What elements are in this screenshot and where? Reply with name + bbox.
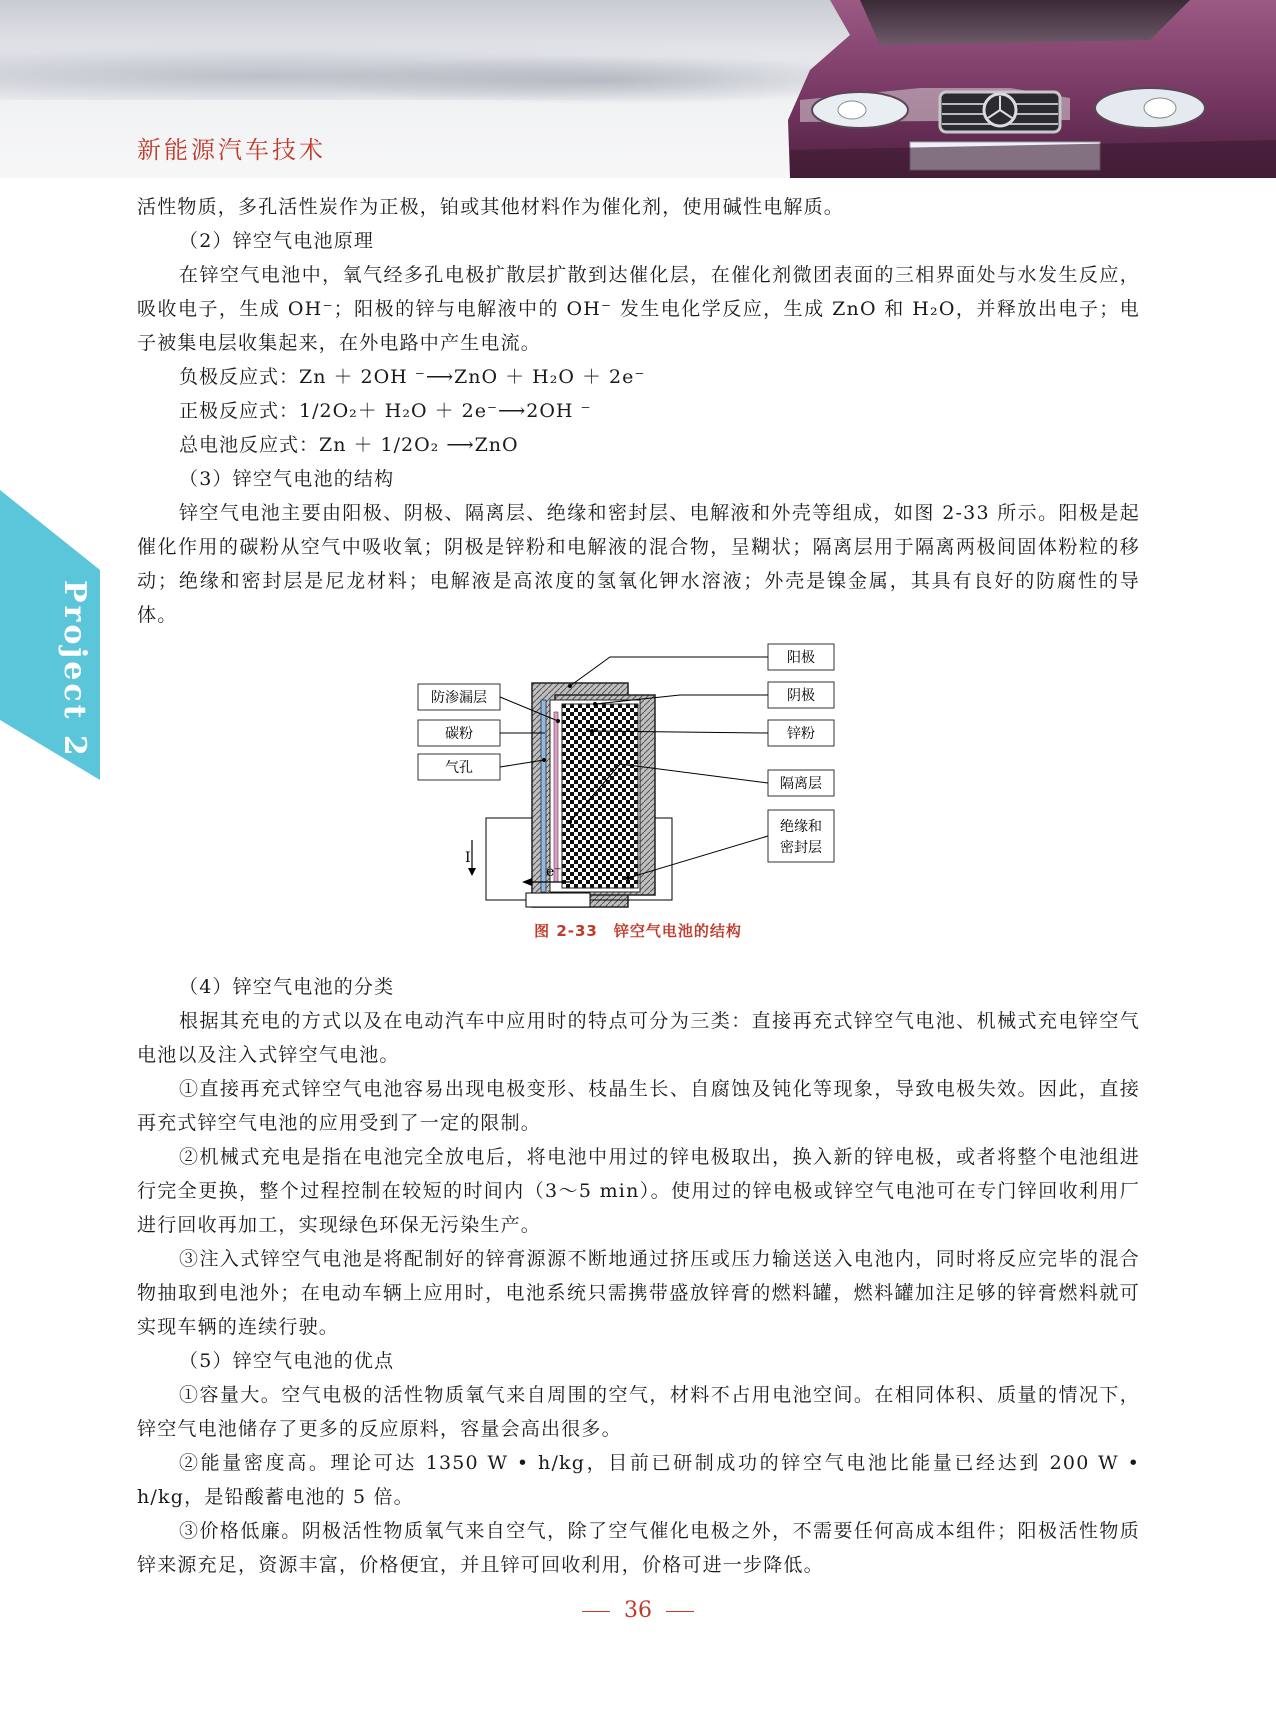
page-number-value: 36 bbox=[624, 1598, 652, 1623]
paragraph: ③注入式锌空气电池是将配制好的锌膏源源不断地通过挤压或压力输送送入电池内，同时将反应完毕的混合物抽取到电池外；在电动车辆上应用时，电池系统只需携带盛放锌膏的燃料罐，燃料罐加注足够的锌膏燃料就可实现车辆的连续行驶。 bbox=[137, 1248, 1140, 1338]
section-heading: （3）锌空气电池的结构 bbox=[179, 468, 395, 490]
header-banner bbox=[0, 0, 1276, 178]
paragraph: ③价格低廉。阴极活性物质氧气来自空气，除了空气催化电极之外，不需要任何高成本组件；阳极活性物质锌来源充足，资源丰富，价格便宜，并且锌可回收利用，价格可进一步降低。 bbox=[137, 1520, 1140, 1576]
label-zinc-powder: 锌粉 bbox=[787, 726, 815, 742]
label-anti-leak: 防渗漏层 bbox=[431, 690, 487, 706]
paragraph: 活性物质，多孔活性炭作为正极，铂或其他材料作为催化剂，使用碱性电解质。 bbox=[137, 196, 845, 218]
equation-total: 总电池反应式：Zn ＋ 1/2O₂ ⟶ZnO bbox=[179, 434, 519, 456]
car-illustration bbox=[770, 0, 1276, 178]
equation-positive: 正极反应式：1/2O₂＋ H₂O ＋ 2e⁻⟶2OH ⁻ bbox=[179, 400, 592, 422]
chapter-tab-label: Project 2 bbox=[57, 580, 92, 759]
paragraph: 在锌空气电池中，氧气经多孔电极扩散层扩散到达催化层，在催化剂微团表面的三相界面处与水发生反应，吸收电子，生成 OH⁻；阳极的锌与电解液中的 OH⁻ 发生电化学反应，生成 ZnO 和 H₂O，并释放出电子；电子被集电层收集起来，在外电路中产生电流。 bbox=[137, 264, 1140, 354]
label-anode: 阳极 bbox=[787, 650, 815, 666]
label-cathode: 阴极 bbox=[787, 688, 815, 704]
label-insulation-line1: 绝缘和 bbox=[780, 819, 822, 835]
current-label: I bbox=[465, 850, 471, 866]
section-heading: （4）锌空气电池的分类 bbox=[179, 976, 395, 998]
page-number-dash-right bbox=[666, 1611, 694, 1612]
section-heading: （5）锌空气电池的优点 bbox=[179, 1350, 395, 1372]
paragraph: ①容量大。空气电极的活性物质氧气来自周围的空气，材料不占用电池空间。在相同体积、质量的情况下，锌空气电池储存了更多的反应原料，容量会高出很多。 bbox=[137, 1384, 1140, 1440]
separator-layer bbox=[554, 712, 558, 882]
paragraph: 根据其充电的方式以及在电动汽车中应用时的特点可分为三类：直接再充式锌空气电池、机械式充电锌空气电池以及注入式锌空气电池。 bbox=[137, 1010, 1140, 1066]
page-number bbox=[0, 1598, 1276, 1623]
zinc-air-battery-diagram bbox=[410, 640, 870, 950]
figure-caption: 图 2-33 锌空气电池的结构 bbox=[534, 922, 742, 940]
label-insulation-line2: 密封层 bbox=[780, 840, 822, 856]
paragraph: ②能量密度高。理论可达 1350 W • h/kg，目前已研制成功的锌空气电池比能量已经达到 200 W • h/kg，是铅酸蓄电池的 5 倍。 bbox=[137, 1452, 1140, 1508]
label-air-hole: 气孔 bbox=[445, 760, 473, 776]
load-resistor bbox=[526, 893, 590, 907]
external-circuit bbox=[486, 818, 532, 900]
page-number-dash-left bbox=[582, 1611, 610, 1612]
electron-label: e⁻ bbox=[546, 864, 562, 880]
equation-negative: 负极反应式：Zn ＋ 2OH ⁻⟶ZnO ＋ H₂O ＋ 2e⁻ bbox=[179, 366, 646, 388]
book-title: 新能源汽车技术 bbox=[137, 136, 326, 164]
paragraph: 锌空气电池主要由阳极、阴极、隔离层、绝缘和密封层、电解液和外壳等组成，如图 2-33 所示。阳极是起催化作用的碳粉从空气中吸收氧；阴极是锌粉和电解液的混合物，呈糊状；隔离层用于隔离两极间固体粉粒的移动；绝缘和密封层是尼龙材料；电解液是高浓度的氢氧化钾水溶液；外壳是镍金属，其具有良好的防腐性的导体。 bbox=[137, 502, 1140, 626]
label-carbon: 碳粉 bbox=[445, 726, 473, 742]
section-heading: （2）锌空气电池原理 bbox=[179, 230, 375, 252]
label-separator: 隔离层 bbox=[780, 776, 822, 792]
paragraph: ①直接再充式锌空气电池容易出现电极变形、枝晶生长、自腐蚀及钝化等现象，导致电极失效。因此，直接再充式锌空气电池的应用受到了一定的限制。 bbox=[137, 1078, 1140, 1134]
paragraph: ②机械式充电是指在电池完全放电后，将电池中用过的锌电极取出，换入新的锌电极，或者将整个电池组进行完全更换，整个过程控制在较短的时间内（3～5 min）。使用过的锌电极或锌空气电池可在专门锌回收利用厂进行回收再加工，实现绿色环保无污染生产。 bbox=[137, 1146, 1140, 1236]
